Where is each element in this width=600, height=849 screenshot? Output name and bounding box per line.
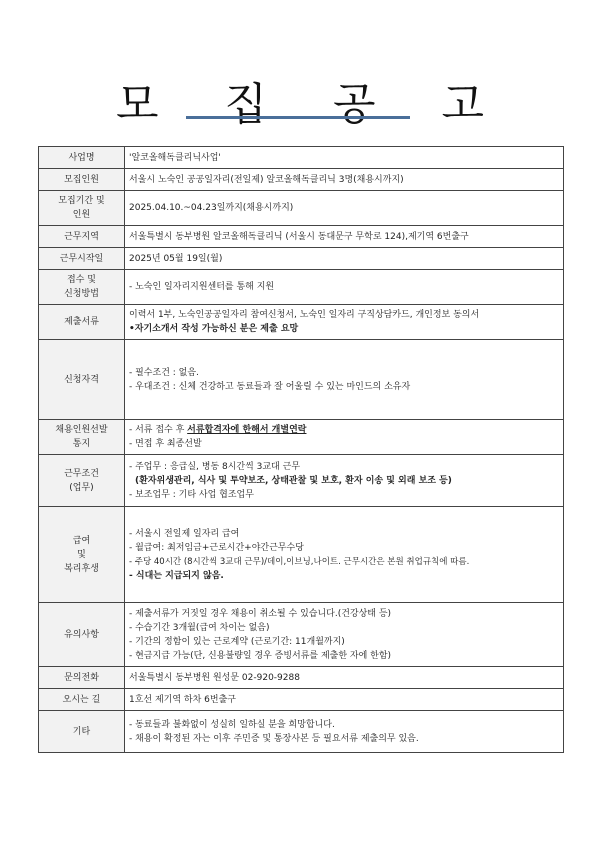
table-row [39,689,564,711]
table-row [39,507,564,603]
table-row [39,147,564,169]
row-value-work-conditions: - 주업무 : 응급실, 병동 8시간씩 3교대 근무 (환자위생관리, 식사 및 투약보조, 상태관찰 및 보호, 환자 이송 및 외래 보조 등) - 보조업무 : 기타 사업 협조업무 [125,455,564,507]
row-value-period: 2025.04.10.~04.23일까지(채용시까지) [125,191,564,226]
row-label-work-conditions: 근무조건 (업무) [39,455,125,507]
page-title: 모 집 공 고 [116,79,510,130]
row-value-apply-method: - 노숙인 일자리지원센터를 통해 지원 [125,270,564,305]
row-label-apply-method: 접수 및 신청방법 [39,270,125,305]
row-label-start-date: 근무시작일 [39,248,125,270]
row-value-contact: 서울특별시 동부병원 원성문 02-920-9288 [125,667,564,689]
table-row [39,169,564,191]
row-label-contact: 문의전화 [39,667,125,689]
row-label-project: 사업명 [39,147,125,169]
table-row [39,667,564,689]
row-label-other: 기타 [39,711,125,753]
row-label-location: 근무지역 [39,226,125,248]
row-value-directions: 1호선 제기역 하차 6번출구 [125,689,564,711]
row-value-other: - 동료들과 불화없이 성실히 일하실 분을 희망합니다. - 채용이 확정된 자는 이후 주민증 및 통장사본 등 필요서류 제출의무 있음. [125,711,564,753]
table-row [39,191,564,226]
table-row [39,340,564,420]
row-label-period: 모집기간 및 인원 [39,191,125,226]
table-row [39,455,564,507]
table-row [39,603,564,667]
row-label-salary-benefits: 급여 및 복리후생 [39,507,125,603]
row-value-location: 서울특별시 동부병원 알코올해독클리닉 (서울시 동대문구 무학로 124),제기역 6번출구 [125,226,564,248]
row-value-start-date: 2025년 05월 19일(월) [125,248,564,270]
row-label-directions: 오시는 길 [39,689,125,711]
row-value-project: '알코올해독클리닉사업' [125,147,564,169]
row-value-headcount: 서울시 노숙인 공공일자리(전일제) 알코올해독클리닉 3명(채용시까지) [125,169,564,191]
row-value-notes: - 제출서류가 거짓일 경우 채용이 취소될 수 있습니다.(건강상태 등) - 수습기간 3개월(급여 차이는 없음) - 기간의 정함이 있는 근로계약 (근로기간: 11개월까지) - 현금지급 가능(단, 신용불량일 경우 증빙서류를 제출한 자에 한함) [125,603,564,667]
row-value-qualification: - 필수조건 : 없음. - 우대조건 : 신체 건강하고 동료들과 잘 어울릴 수 있는 마인드의 소유자 [125,340,564,420]
title-underline [186,116,410,119]
table-row [39,226,564,248]
row-value-salary-benefits: - 서울시 전일제 일자리 급여 - 월급여: 최저임금+근로시간+야간근무수당 - 주당 40시간 (8시간씩 3교대 근무)/데이,이브닝,나이트. 근무시간은 본원 취업규칙에 따름. - 식대는 지급되지 않음. [125,507,564,603]
table-row [39,420,564,455]
table-row [39,248,564,270]
row-value-documents: 이력서 1부, 노숙인공공일자리 참여신청서, 노숙인 일자리 구직상담카드, 개인정보 동의서 •자기소개서 작성 가능하신 분은 제출 요망 [125,305,564,340]
row-value-selection: - 서류 접수 후 서류합격자에 한해서 개별연락 - 면접 후 최종선발 [125,420,564,455]
table-row [39,711,564,753]
recruitment-table [38,146,564,753]
table-row [39,270,564,305]
table-row [39,305,564,340]
row-label-documents: 제출서류 [39,305,125,340]
row-label-qualification: 신청자격 [39,340,125,420]
row-label-notes: 유의사항 [39,603,125,667]
row-label-headcount: 모집인원 [39,169,125,191]
row-label-selection: 채용인원선발 통지 [39,420,125,455]
